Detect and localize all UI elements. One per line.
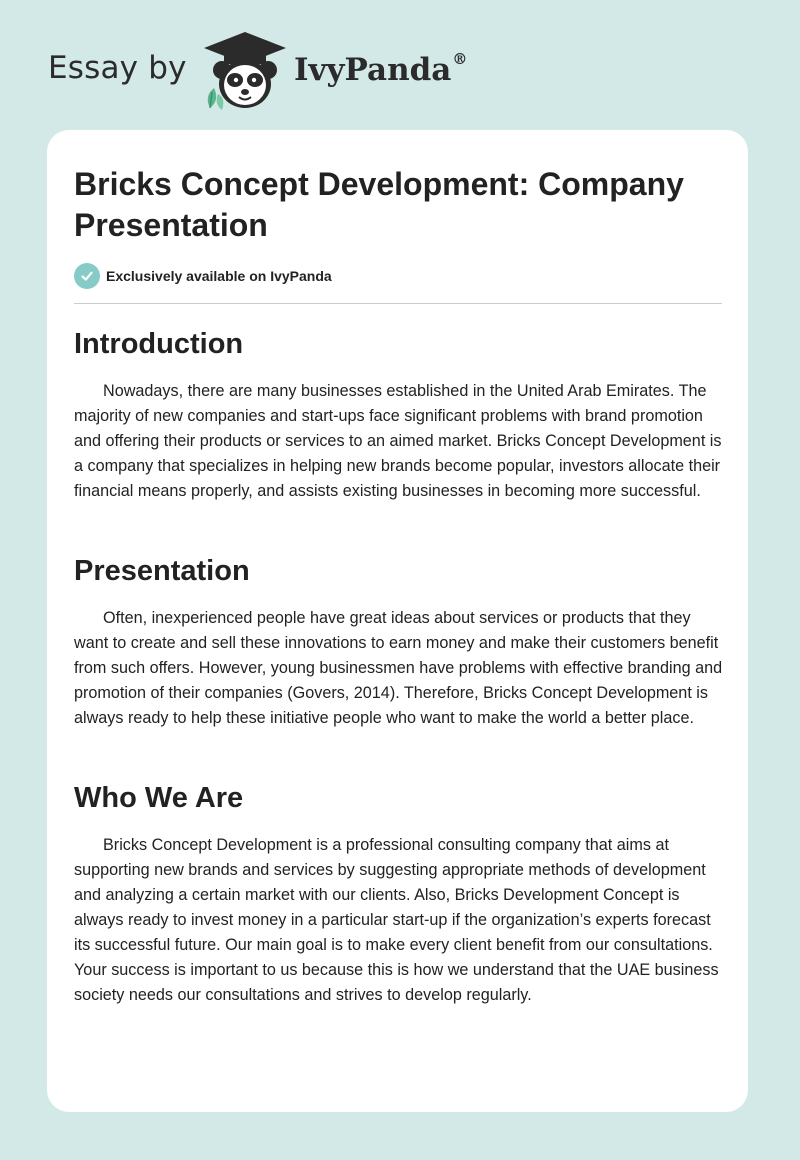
- section-who-we-are: [74, 781, 724, 1008]
- section-paragraph: Nowadays, there are many businesses established in the United Arab Emirates. The majority of new companies and start-ups face significant problems with brand promotion and offering their products or services to an aimed market. Bricks Concept Development is a company that specializes in helping new brands become popular, investors allocate their financial means properly, and assists existing businesses in becoming more successful.: [74, 382, 722, 500]
- section-paragraph: Bricks Concept Development is a professional consulting company that aims at supporting new brands and services by suggesting appropriate methods of development and analyzing a certain market with our clients. Also, Bricks Development Concept is always ready to invest money in a particular start-up if the organization’s experts forecast its successful future. Our main goal is to make every client benefit from our consultations. Your success is important to us because this is how we understand that the UAE business society needs our consultations and strives to develop regularly.: [74, 836, 719, 1004]
- section-heading: Presentation: [74, 555, 250, 587]
- divider: [74, 303, 722, 304]
- essay-card: [47, 130, 748, 1112]
- panda-graduate-icon[interactable]: [202, 28, 288, 112]
- section-heading: Introduction: [74, 328, 244, 360]
- site-header: [48, 28, 548, 112]
- registered-mark: ®: [452, 50, 468, 68]
- essay-by-label: Essay by: [48, 50, 187, 86]
- section-heading: Who We Are: [74, 782, 244, 814]
- badge-label: Exclusively available on IvyPanda: [106, 268, 332, 284]
- section-presentation: [74, 554, 724, 731]
- section-introduction: [74, 327, 724, 504]
- brand-name[interactable]: IvyPanda®: [294, 50, 468, 88]
- section-paragraph: Often, inexperienced people have great ideas about services or products that they want to create and sell these innovations to earn money and make their customers benefit from such offers. However, young businessmen have problems with effective branding and promotion of their companies (Govers, 2014). Therefore, Bricks Concept Development is always ready to help these initiative people who want to make the world a better place.: [74, 609, 723, 727]
- check-circle-icon: [74, 263, 100, 289]
- page-title: Bricks Concept Development: Company Presentation: [74, 166, 684, 243]
- exclusive-badge: [74, 263, 332, 289]
